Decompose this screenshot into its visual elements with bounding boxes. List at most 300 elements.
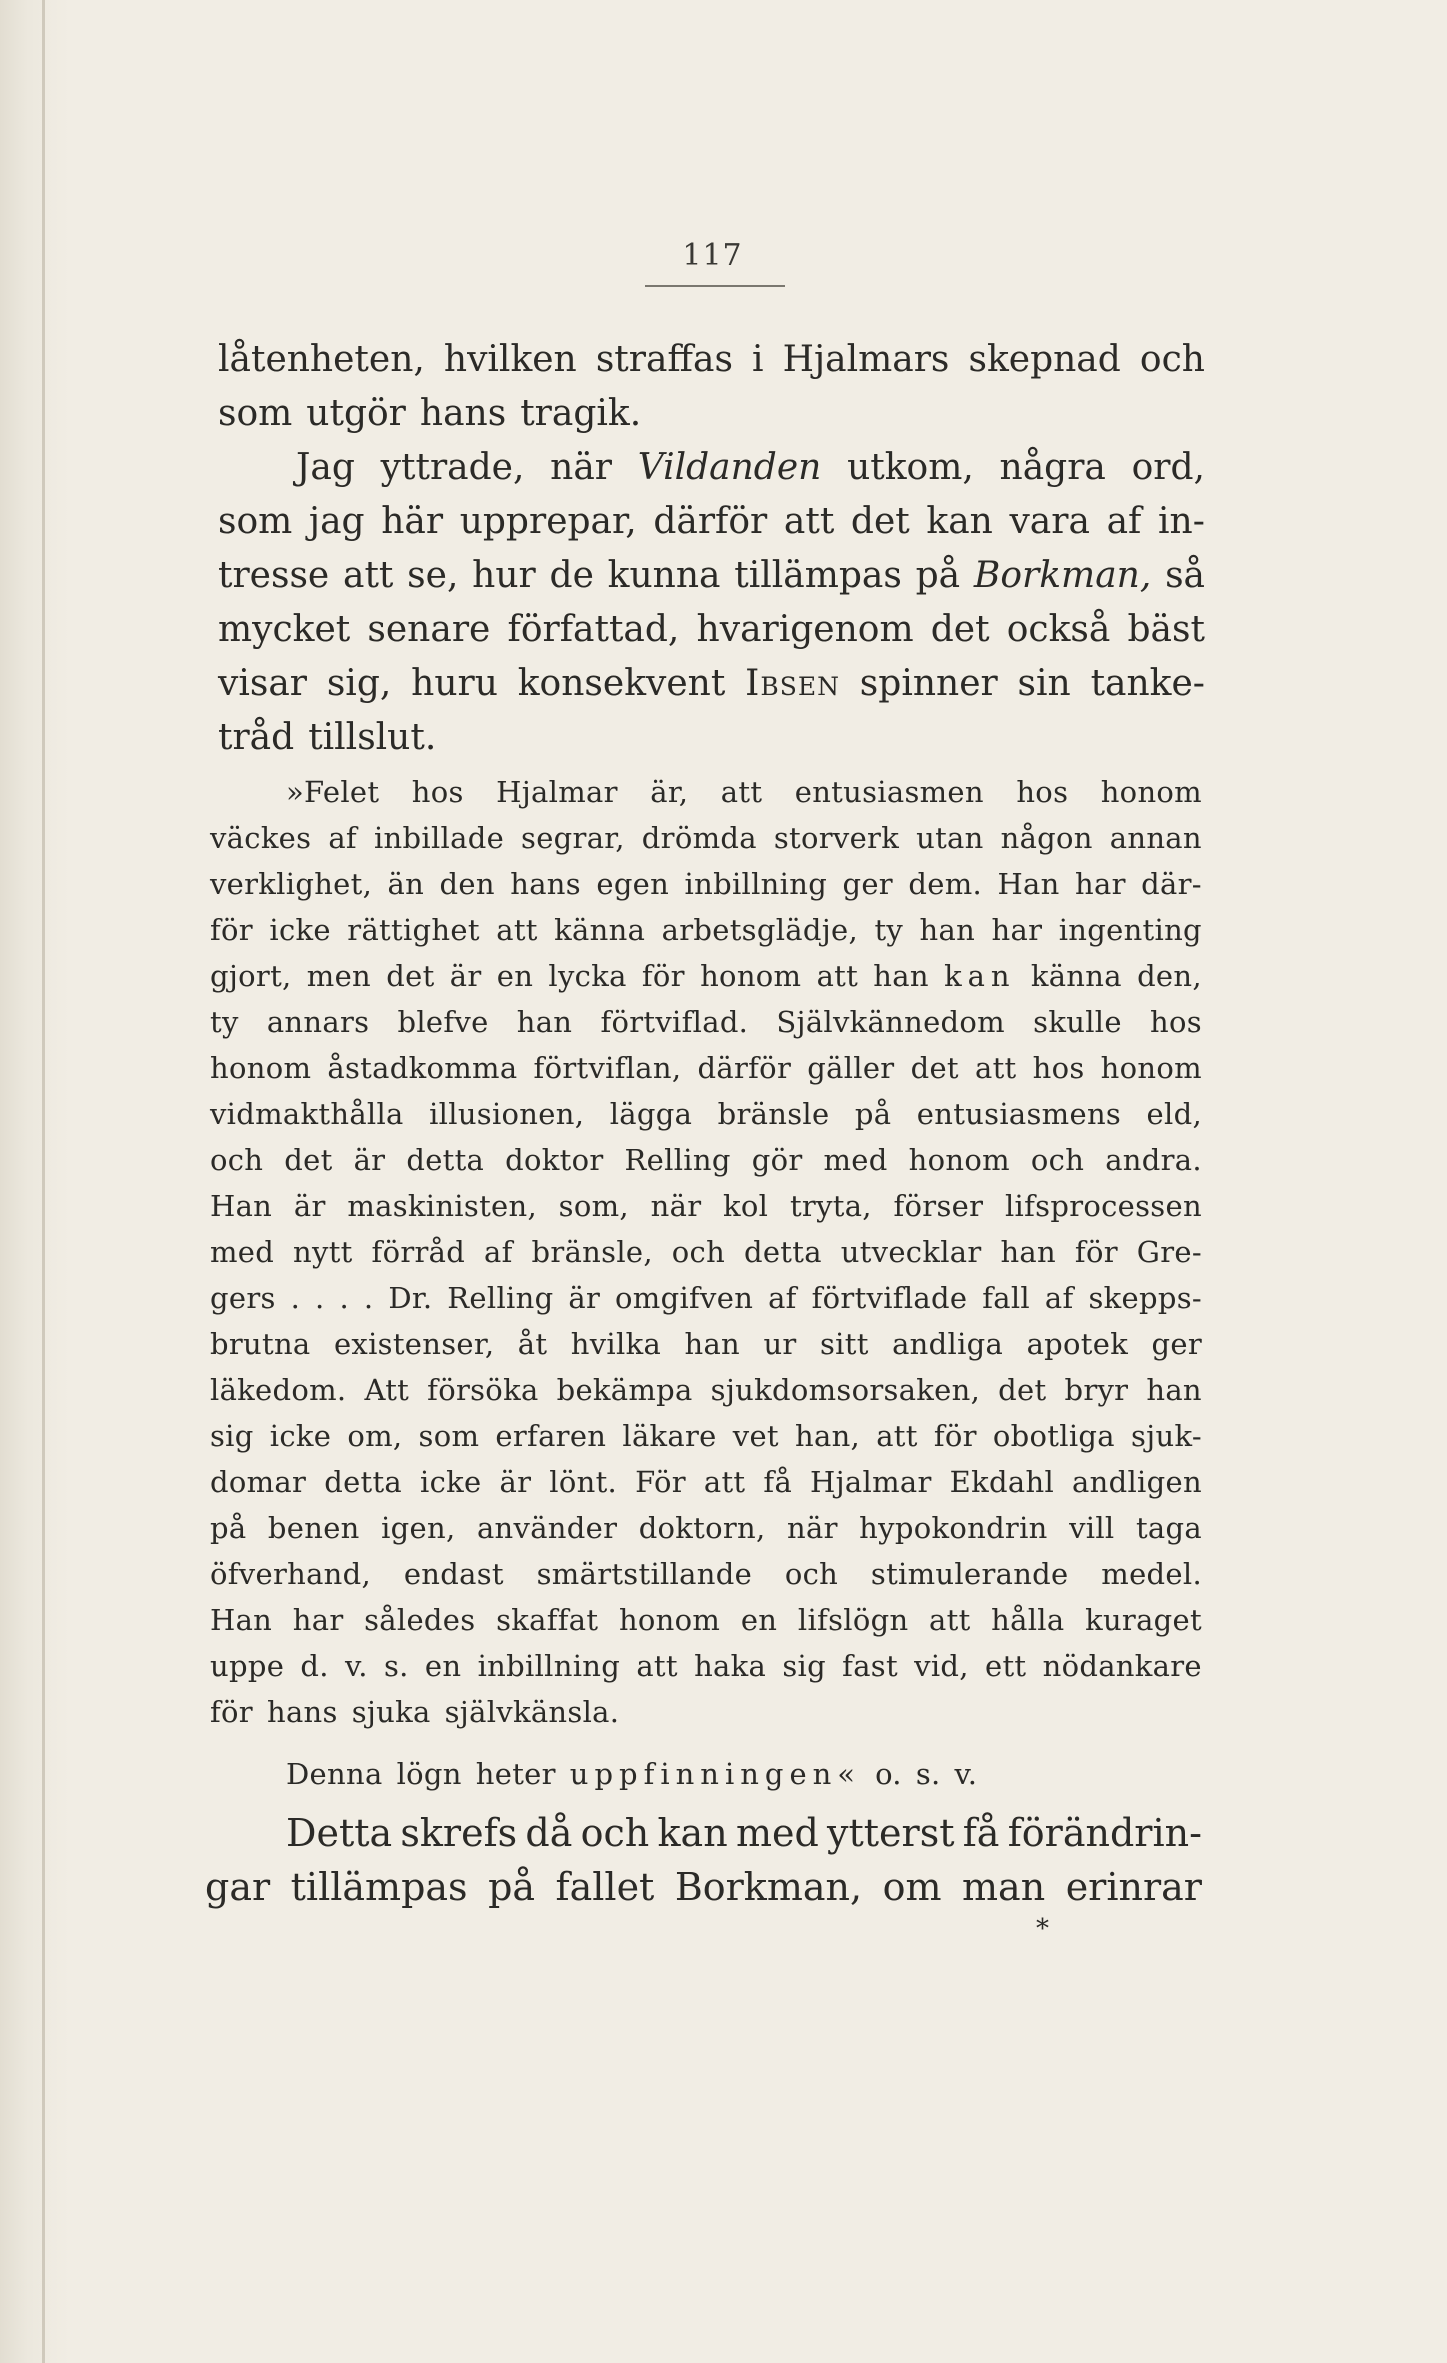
word: vidmakthålla — [210, 1097, 404, 1131]
word: nytt — [293, 1235, 353, 1269]
word: det — [284, 1143, 333, 1177]
text-line — [210, 1462, 1202, 1502]
word: hos — [1149, 1005, 1202, 1039]
word: konsekvent — [517, 663, 726, 704]
word: Han — [997, 867, 1060, 901]
word: hans — [510, 867, 581, 901]
word: heter — [475, 1757, 556, 1791]
word: Hjalmars — [782, 339, 950, 380]
word: ger — [842, 867, 893, 901]
word: skaffat — [496, 1603, 599, 1637]
text-line — [210, 910, 1202, 950]
text-line — [210, 1140, 1202, 1180]
word: icke — [269, 913, 331, 947]
word: med — [210, 1235, 275, 1269]
word: läkedom. — [210, 1373, 347, 1407]
word: att — [783, 501, 835, 542]
word: vet — [732, 1419, 779, 1453]
word: medel. — [1101, 1557, 1202, 1591]
word: . — [315, 1281, 325, 1315]
word: in- — [1158, 501, 1205, 542]
word: smärtstillande — [536, 1557, 753, 1591]
word: lögn — [396, 1757, 462, 1791]
footnote-mark: * — [1036, 1914, 1049, 1944]
word: det — [930, 609, 990, 650]
word: kan — [944, 959, 1016, 993]
word: där- — [1141, 867, 1202, 901]
word: känna — [554, 913, 646, 947]
word: det — [386, 959, 435, 993]
word: endast — [403, 1557, 504, 1591]
word: det — [910, 1051, 959, 1085]
word: andra. — [1105, 1143, 1202, 1177]
word: illusionen, — [429, 1097, 585, 1131]
word: än — [387, 867, 425, 901]
word: erfaren — [495, 1419, 607, 1453]
word: rättighet — [347, 913, 480, 947]
word: drömda — [641, 821, 757, 855]
word: Han — [210, 1189, 273, 1223]
word: inbillning — [684, 867, 828, 901]
word: honom — [908, 1143, 1010, 1177]
text-line — [210, 818, 1202, 858]
word: en — [496, 959, 534, 993]
word: kan — [657, 1811, 728, 1855]
word: hos — [1032, 1051, 1085, 1085]
word: författad, — [507, 609, 680, 650]
word: hans — [266, 1695, 338, 1729]
word: segrar, — [521, 821, 625, 855]
word: med — [823, 1143, 888, 1177]
word: gar — [205, 1865, 271, 1909]
word: vara — [1009, 501, 1090, 542]
word: honom — [1100, 1051, 1202, 1085]
word: utvecklar — [840, 1235, 982, 1269]
word: ur — [763, 1327, 797, 1361]
word: o. — [875, 1757, 902, 1791]
word: bäst — [1127, 609, 1205, 650]
word: utan — [916, 821, 984, 855]
word: någon — [1000, 821, 1093, 855]
text-line — [286, 1754, 1202, 1794]
word: Han — [210, 1603, 273, 1637]
word: och — [1139, 339, 1205, 380]
word: annan — [1109, 821, 1202, 855]
word: kunna — [607, 555, 721, 596]
word: icke — [420, 1465, 482, 1499]
word: väckes — [210, 821, 312, 855]
word: s. — [915, 1757, 941, 1791]
word: han — [919, 913, 976, 947]
word: på — [210, 1511, 247, 1545]
binding-shadow-line — [42, 0, 45, 2363]
word: hvarigenom — [696, 609, 914, 650]
word: Ibsen — [745, 663, 840, 704]
word: på — [854, 1097, 892, 1131]
word: att — [703, 1465, 746, 1499]
page-number-rule — [645, 285, 785, 287]
word: skepnad — [968, 339, 1121, 380]
word: storverk — [773, 821, 900, 855]
word: Gre- — [1136, 1235, 1202, 1269]
word: fall — [982, 1281, 1031, 1315]
word: lifsprocessen — [1004, 1189, 1202, 1223]
word: är — [449, 959, 482, 993]
text-line — [210, 956, 1202, 996]
word: åt — [517, 1327, 548, 1361]
word: huru — [411, 663, 498, 704]
word: stimulerande — [870, 1557, 1069, 1591]
word: nödankare — [1042, 1649, 1202, 1683]
word: s. — [383, 1649, 409, 1683]
word: för — [1074, 1235, 1118, 1269]
word: verklighet, — [210, 867, 373, 901]
word: förtviflan, — [533, 1051, 682, 1085]
word: om, — [347, 1419, 403, 1453]
word: är — [293, 1189, 326, 1223]
word: tragik. — [520, 393, 642, 434]
word: men — [306, 959, 372, 993]
text-line — [210, 1278, 1202, 1318]
word: honom — [700, 959, 802, 993]
text-line — [218, 714, 1205, 762]
text-line — [218, 498, 1205, 546]
word: eld, — [1146, 1097, 1202, 1131]
word: som, — [558, 1189, 629, 1223]
word: Relling — [624, 1143, 731, 1177]
word: är — [353, 1143, 386, 1177]
word: utkom, — [847, 447, 974, 488]
word: doktor — [505, 1143, 604, 1177]
word: »Felet — [286, 775, 380, 809]
word: då — [525, 1811, 573, 1855]
word: gäller — [807, 1051, 895, 1085]
word: den, — [1137, 959, 1202, 993]
word: fast — [842, 1649, 898, 1683]
text-line — [210, 1002, 1202, 1042]
word: ord, — [1131, 447, 1205, 488]
text-line — [210, 1094, 1202, 1134]
word: är, — [650, 775, 689, 809]
word: en — [740, 1603, 778, 1637]
text-line — [210, 1048, 1202, 1088]
word: doktorn, — [638, 1511, 766, 1545]
page-binding-edge — [0, 0, 70, 2363]
word: fallet — [555, 1865, 655, 1909]
word: ett — [985, 1649, 1027, 1683]
text-line — [218, 336, 1205, 384]
word: vid, — [914, 1649, 969, 1683]
text-line — [210, 1508, 1202, 1548]
word: här — [381, 501, 444, 542]
text-line — [210, 864, 1202, 904]
text-line — [218, 606, 1205, 654]
word: bränsle — [717, 1097, 830, 1131]
word: hypokondrin — [859, 1511, 1048, 1545]
word: omgifven — [615, 1281, 754, 1315]
word: för — [210, 913, 253, 947]
word: och — [671, 1235, 726, 1269]
word: när — [787, 1511, 838, 1545]
word: att — [975, 1051, 1017, 1085]
word: hos — [1016, 775, 1069, 809]
word: sitt — [820, 1327, 869, 1361]
word: icke — [269, 1419, 332, 1453]
word: således — [364, 1603, 476, 1637]
word: förtviflad. — [600, 1005, 749, 1039]
word: få — [962, 1811, 1000, 1855]
text-line — [210, 1186, 1202, 1226]
word: lifslögn — [797, 1603, 909, 1637]
word: ytterst — [827, 1811, 955, 1855]
word: gör — [751, 1143, 803, 1177]
word: haka — [694, 1649, 767, 1683]
word: på — [488, 1865, 536, 1909]
word: hvilken — [443, 339, 577, 380]
word: hvilka — [570, 1327, 662, 1361]
word: bryr — [1064, 1373, 1129, 1407]
word: visar — [218, 663, 307, 704]
word: lönt. — [549, 1465, 618, 1499]
word: de — [549, 555, 594, 596]
word: när — [550, 447, 612, 488]
word: och — [1030, 1143, 1085, 1177]
text-line — [210, 1646, 1202, 1686]
word: Borkman, — [973, 555, 1152, 596]
word: andliga — [892, 1327, 1004, 1361]
word: mycket — [218, 609, 351, 650]
word: att — [636, 1649, 678, 1683]
word: när — [650, 1189, 702, 1223]
word: självkänsla. — [444, 1695, 620, 1729]
word: Jag — [296, 447, 355, 488]
word: detta — [406, 1143, 485, 1177]
word: ty — [874, 913, 904, 947]
word: maskinisten, — [347, 1189, 537, 1223]
word: så — [1165, 555, 1205, 596]
word: straffas — [595, 339, 733, 380]
text-line — [286, 772, 1202, 812]
word: benen — [267, 1511, 360, 1545]
word: v. — [345, 1649, 368, 1683]
word: tillämpas — [734, 555, 902, 596]
word: sjuk- — [1131, 1419, 1202, 1453]
word: som — [218, 501, 293, 542]
word: som — [418, 1419, 480, 1453]
word: använder — [476, 1511, 618, 1545]
word: gers — [210, 1281, 276, 1315]
word: är — [499, 1465, 532, 1499]
word: entusiasmens — [916, 1097, 1122, 1131]
text-line — [218, 552, 1205, 600]
word: och — [784, 1557, 839, 1591]
word: förser — [893, 1189, 984, 1223]
word: därför — [697, 1051, 792, 1085]
word: sin — [1017, 663, 1071, 704]
word: uppfinningen« — [569, 1757, 862, 1791]
text-line — [210, 1324, 1202, 1364]
word: sjuka — [351, 1695, 431, 1729]
word: Ekdahl — [949, 1465, 1055, 1499]
word: andligen — [1072, 1465, 1202, 1499]
word: ty — [210, 1005, 239, 1039]
word: se, — [407, 555, 459, 596]
word: om — [882, 1865, 942, 1909]
word: öfverhand, — [210, 1557, 372, 1591]
page-number: 117 — [682, 238, 743, 273]
word: tillslut. — [308, 717, 437, 758]
word: försöka — [427, 1373, 539, 1407]
word: honom — [1100, 775, 1202, 809]
word: inbillade — [373, 821, 505, 855]
text-line — [296, 444, 1205, 492]
word: Hjalmar — [496, 775, 618, 809]
word: att — [929, 1603, 971, 1637]
word: förtviflade — [811, 1281, 968, 1315]
word: spinner — [859, 663, 998, 704]
word: arbetsglädje, — [661, 913, 859, 947]
text-line — [210, 1416, 1202, 1456]
text-line — [286, 1808, 1202, 1858]
word: egen — [596, 867, 670, 901]
word: dem. — [908, 867, 983, 901]
word: tanke- — [1090, 663, 1205, 704]
word: hålla — [991, 1603, 1065, 1637]
word: det — [850, 501, 910, 542]
word: för — [933, 1419, 977, 1453]
word: hos — [411, 775, 464, 809]
word: blefve — [397, 1005, 489, 1039]
word: ger — [1151, 1327, 1202, 1361]
word: bekämpa — [556, 1373, 693, 1407]
word: som — [218, 393, 293, 434]
word: af — [1044, 1281, 1074, 1315]
word: För — [635, 1465, 686, 1499]
word: Relling — [447, 1281, 554, 1315]
word: . — [290, 1281, 301, 1315]
word: sig — [210, 1419, 254, 1453]
word: . — [363, 1281, 374, 1315]
word: hans — [419, 393, 507, 434]
word: och — [210, 1143, 264, 1177]
word: tråd — [218, 717, 295, 758]
text-line — [205, 1862, 1202, 1912]
word: att — [496, 913, 538, 947]
word: han — [873, 959, 929, 993]
word: sig, — [326, 663, 392, 704]
word: läkare — [622, 1419, 717, 1453]
word: vill — [1069, 1511, 1115, 1545]
word: ingenting — [1058, 913, 1202, 947]
word: att — [876, 1419, 918, 1453]
word: detta — [324, 1465, 403, 1499]
word: att — [720, 775, 763, 809]
word: åstadkomma — [327, 1051, 518, 1085]
word: att — [816, 959, 859, 993]
word: tryta, — [789, 1189, 872, 1223]
word: Vildanden — [637, 447, 822, 488]
word: af — [768, 1281, 797, 1315]
word: af — [1106, 501, 1142, 542]
word: och — [580, 1811, 650, 1855]
word: . — [339, 1281, 349, 1315]
word: entusiasmen — [794, 775, 984, 809]
word: uppe — [210, 1649, 285, 1683]
word: existenser, — [333, 1327, 495, 1361]
word: han — [516, 1005, 573, 1039]
text-line — [210, 1370, 1202, 1410]
text-line — [210, 1692, 1202, 1732]
word: kan — [926, 501, 993, 542]
word: tillämpas — [290, 1865, 468, 1909]
word: en — [424, 1649, 462, 1683]
text-line — [218, 660, 1205, 708]
word: kuraget — [1085, 1603, 1202, 1637]
word: några — [999, 447, 1106, 488]
word: med — [735, 1811, 819, 1855]
word: lycka — [548, 959, 627, 993]
word: sjukdomsorsaken, — [710, 1373, 981, 1407]
word: Dr. — [388, 1281, 433, 1315]
text-line — [210, 1232, 1202, 1272]
word: känna — [1030, 959, 1122, 993]
word: honom — [618, 1603, 721, 1637]
word: gjort, — [210, 959, 292, 993]
word: Borkman, — [674, 1865, 863, 1909]
word: förråd — [371, 1235, 466, 1269]
word: af — [484, 1235, 513, 1269]
word: förändrin- — [1007, 1811, 1202, 1855]
word: bränsle, — [531, 1235, 653, 1269]
word: för — [210, 1695, 253, 1729]
word: den — [439, 867, 495, 901]
word: att — [343, 555, 394, 596]
word: också — [1006, 609, 1111, 650]
word: skepps- — [1088, 1281, 1202, 1315]
word: Att — [364, 1373, 410, 1407]
word: har — [292, 1603, 344, 1637]
word: på — [915, 555, 961, 596]
word: obotliga — [992, 1419, 1115, 1453]
word: Hjalmar — [810, 1465, 932, 1499]
word: domar — [210, 1465, 307, 1499]
word: v. — [954, 1757, 978, 1791]
word: skulle — [1033, 1005, 1122, 1039]
word: i — [752, 339, 764, 380]
word: för — [641, 959, 685, 993]
word: Denna — [286, 1757, 383, 1791]
word: taga — [1135, 1511, 1202, 1545]
word: skrefs — [400, 1811, 518, 1855]
word: sig — [782, 1649, 826, 1683]
word: jag — [308, 501, 365, 542]
word: därför — [653, 501, 768, 542]
word: apotek — [1026, 1327, 1129, 1361]
word: han — [684, 1327, 741, 1361]
word: Självkännedom — [776, 1005, 1005, 1039]
word: kol — [723, 1189, 769, 1223]
word: af — [328, 821, 357, 855]
word: han — [1000, 1235, 1056, 1269]
word: låtenheten, — [218, 339, 425, 380]
word: är — [568, 1281, 601, 1315]
text-line — [218, 390, 1205, 438]
text-line — [210, 1554, 1202, 1594]
word: tresse — [218, 555, 330, 596]
word: erinrar — [1065, 1865, 1202, 1909]
word: lägga — [609, 1097, 693, 1131]
word: få — [763, 1465, 793, 1499]
